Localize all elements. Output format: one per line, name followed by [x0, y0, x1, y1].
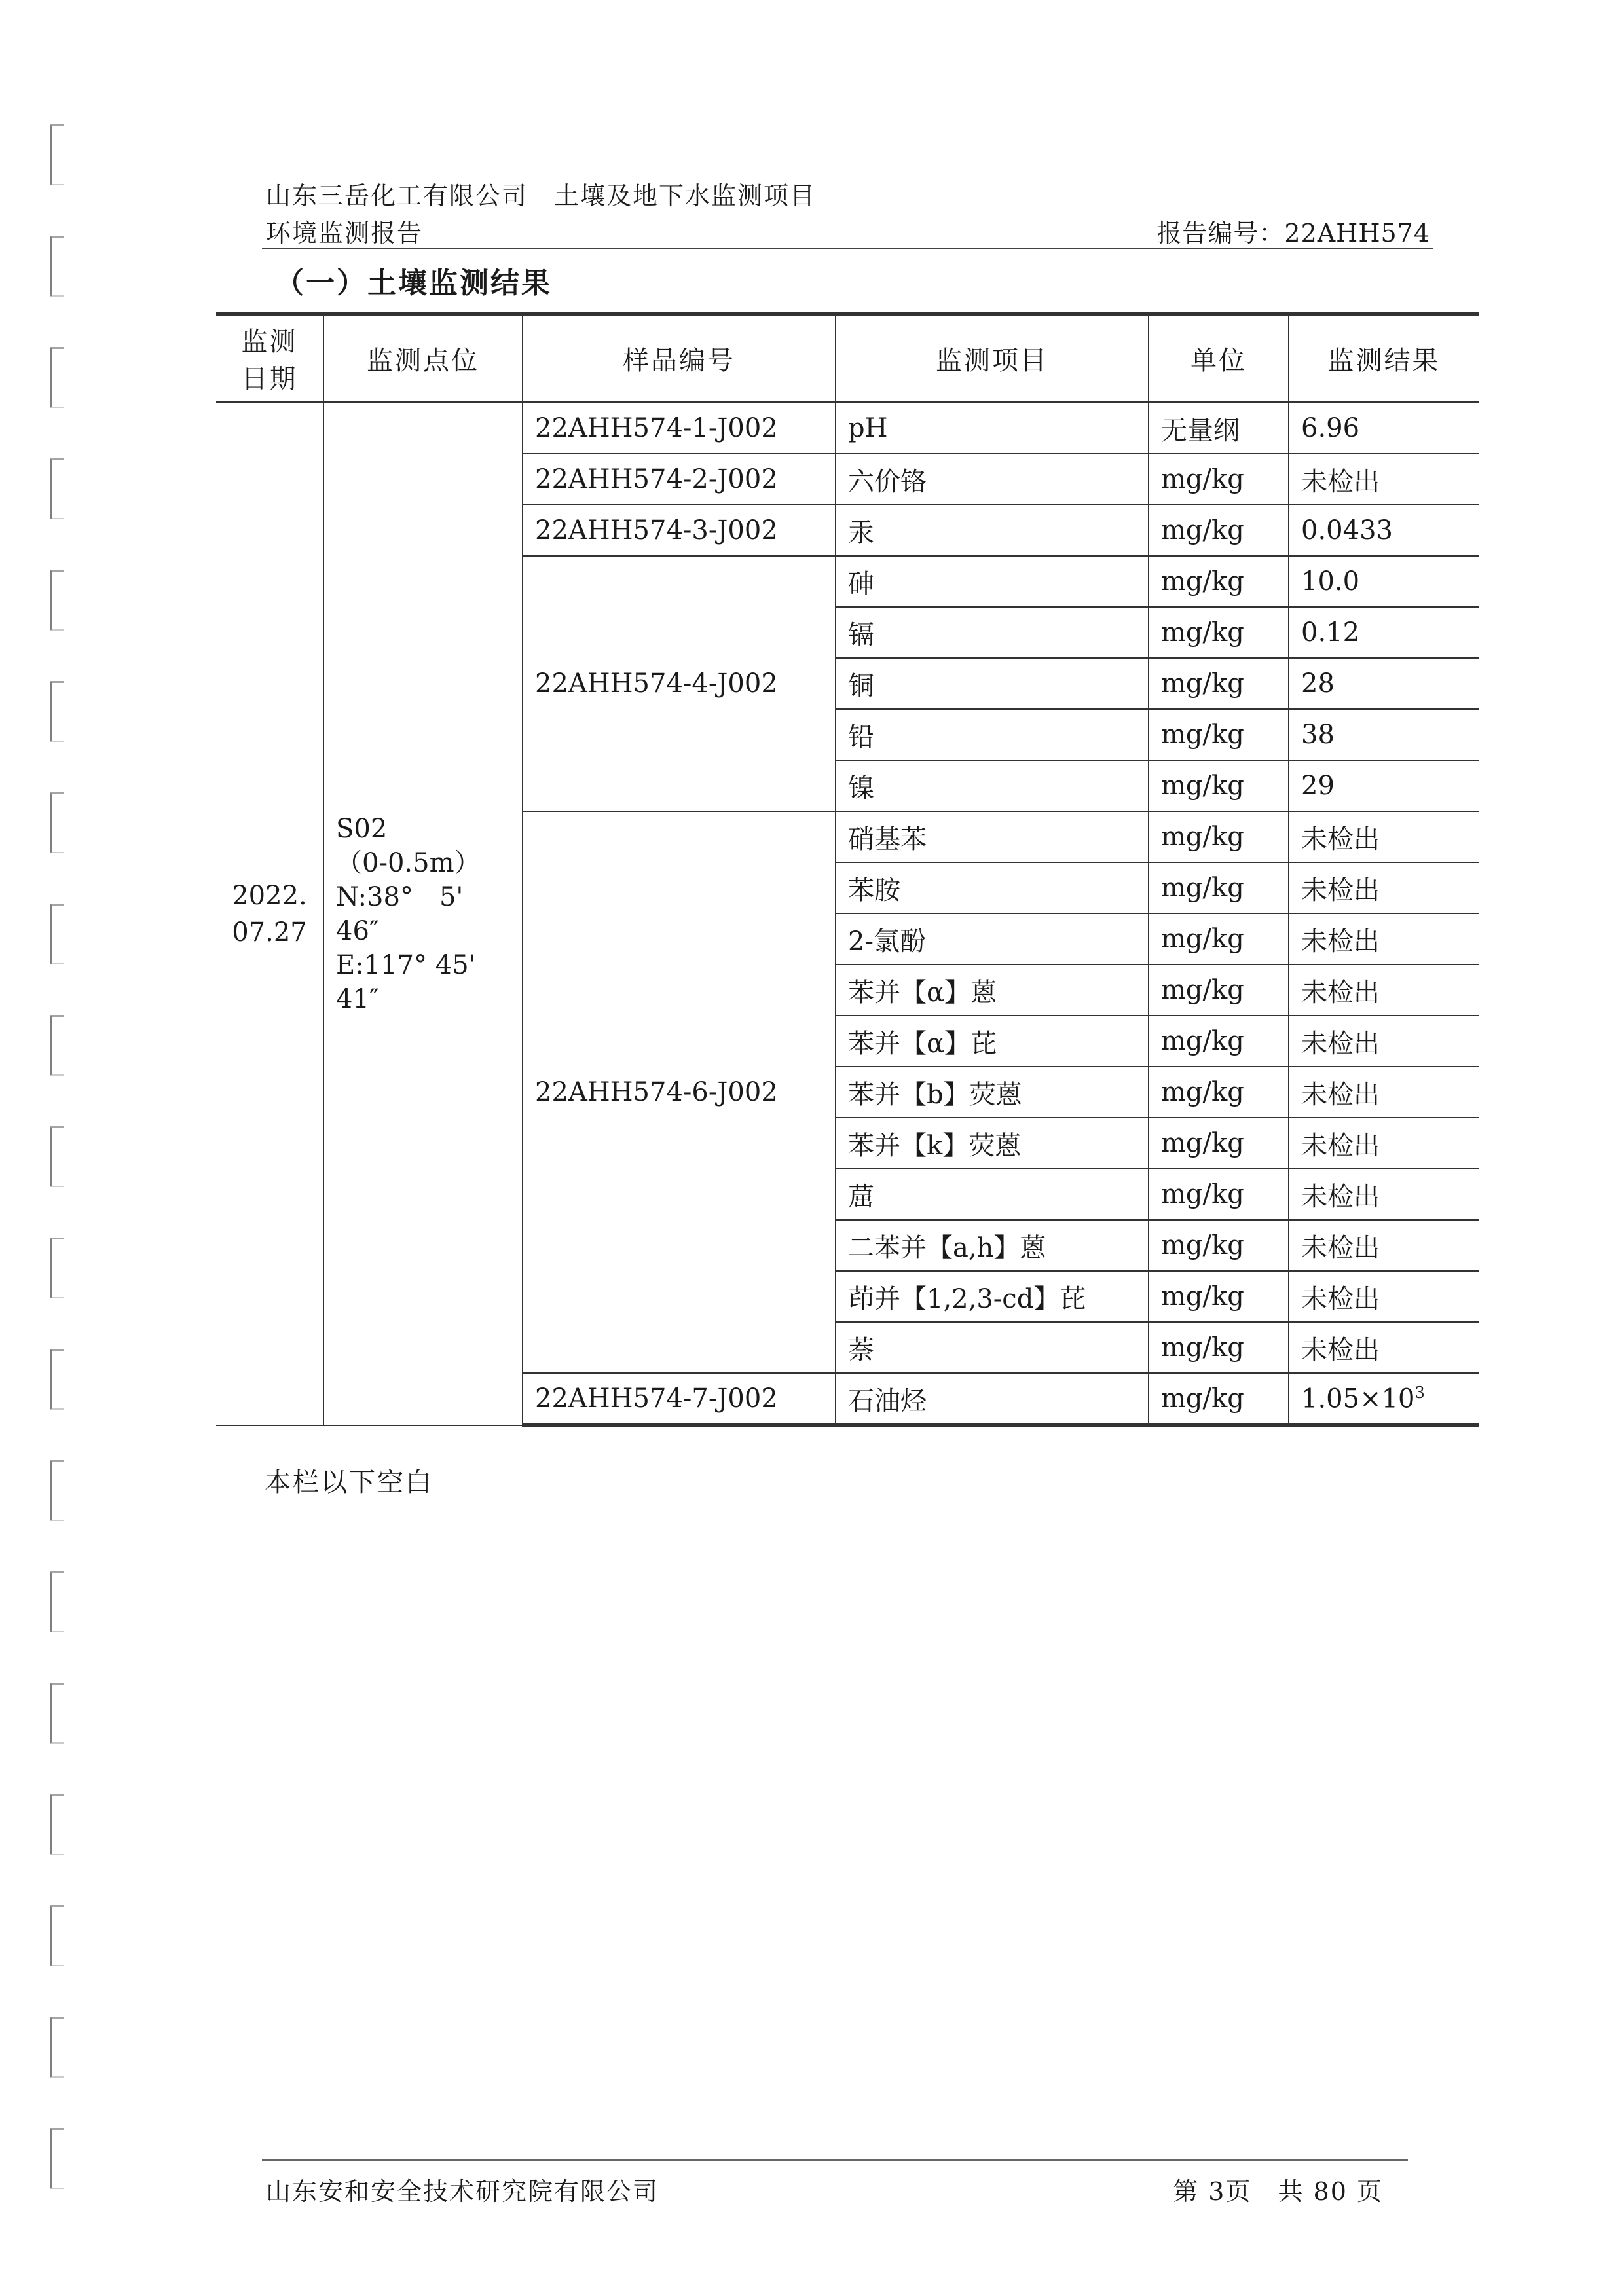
footer-divider [262, 2159, 1408, 2161]
binder-mark [50, 458, 64, 519]
item: 苯并【α】芘 [836, 1016, 1149, 1067]
page-number: 第 3页 共 80 页 [1173, 2177, 1383, 2206]
binder-mark [50, 1460, 64, 1521]
unit: mg/kg [1149, 862, 1289, 913]
date-line2: 07.27 [232, 917, 307, 947]
unit: 无量纲 [1149, 402, 1289, 454]
item: 硝基苯 [836, 811, 1149, 862]
header-doc-type: 环境监测报告 [266, 219, 424, 248]
item: 茚并【1,2,3-cd】芘 [836, 1271, 1149, 1322]
unit: mg/kg [1149, 505, 1289, 556]
item: pH [836, 402, 1149, 454]
sample-id: 22AHH574-3-J002 [523, 505, 836, 556]
binder-mark [50, 124, 64, 185]
unit: mg/kg [1149, 964, 1289, 1016]
item: 镉 [836, 607, 1149, 658]
result: 未检出 [1289, 913, 1479, 964]
unit: mg/kg [1149, 1016, 1289, 1067]
site-line: 46″ [336, 916, 379, 946]
unit: mg/kg [1149, 658, 1289, 709]
footer-organization: 山东安和安全技术研究院有限公司 [266, 2177, 659, 2206]
item: 苯并【b】荧蒽 [836, 1067, 1149, 1118]
unit: mg/kg [1149, 913, 1289, 964]
item: 二苯并【a,h】蒽 [836, 1220, 1149, 1271]
item: 萘 [836, 1322, 1149, 1373]
site-line: （0-0.5m） [336, 848, 481, 878]
result: 未检出 [1289, 1220, 1479, 1271]
binder-mark [50, 236, 64, 297]
sample-id: 22AHH574-4-J002 [523, 556, 836, 811]
result: 28 [1289, 658, 1479, 709]
result: 未检出 [1289, 811, 1479, 862]
item: 六价铬 [836, 454, 1149, 505]
result: 10.0 [1289, 556, 1479, 607]
section-title: （一）土壤监测结果 [275, 266, 552, 300]
binder-mark [50, 681, 64, 742]
item: 苯并【α】蒽 [836, 964, 1149, 1016]
result-exponent: 3 [1414, 1383, 1425, 1402]
site-line: 41″ [336, 984, 379, 1014]
result: 未检出 [1289, 454, 1479, 505]
header-unit: 单位 [1149, 314, 1289, 402]
monitoring-date [216, 402, 323, 1425]
item: 苯胺 [836, 862, 1149, 913]
binder-mark [50, 1794, 64, 1855]
binder-mark [50, 1905, 64, 1966]
date-line1: 2022. [232, 881, 307, 911]
result: 38 [1289, 709, 1479, 760]
binder-mark [50, 1349, 64, 1410]
unit: mg/kg [1149, 1220, 1289, 1271]
site-line: E:117° 45' [336, 950, 476, 980]
table-header-row [216, 314, 1479, 402]
header-site: 监测点位 [323, 314, 523, 402]
item: 汞 [836, 505, 1149, 556]
header-company-project: 山东三岳化工有限公司 土壤及地下水监测项目 [266, 181, 817, 210]
header-date [216, 314, 323, 402]
item: 2-氯酚 [836, 913, 1149, 964]
item: 铅 [836, 709, 1149, 760]
header-divider [262, 248, 1433, 249]
item: 镍 [836, 760, 1149, 811]
site-line: N:38° 5' [336, 882, 464, 912]
header-date-line1: 监测 [241, 327, 298, 357]
sample-id: 22AHH574-6-J002 [523, 811, 836, 1373]
binder-mark [50, 1126, 64, 1187]
result: 未检出 [1289, 1322, 1479, 1373]
binder-mark [50, 1683, 64, 1744]
item: 铜 [836, 658, 1149, 709]
binder-mark [50, 904, 64, 964]
unit: mg/kg [1149, 454, 1289, 505]
result: 未检出 [1289, 1016, 1479, 1067]
binder-mark [50, 2128, 64, 2189]
result: 未检出 [1289, 964, 1479, 1016]
unit: mg/kg [1149, 1118, 1289, 1169]
binder-mark [50, 1238, 64, 1298]
result: 未检出 [1289, 862, 1479, 913]
result: 未检出 [1289, 1118, 1479, 1169]
binder-mark [50, 792, 64, 853]
header-item: 监测项目 [836, 314, 1149, 402]
unit: mg/kg [1149, 1271, 1289, 1322]
sample-id: 22AHH574-2-J002 [523, 454, 836, 505]
result [1289, 1373, 1479, 1425]
site-line: S02 [336, 814, 388, 844]
header-sample: 样品编号 [523, 314, 836, 402]
binder-mark [50, 1015, 64, 1076]
result: 未检出 [1289, 1067, 1479, 1118]
unit: mg/kg [1149, 1322, 1289, 1373]
result: 未检出 [1289, 1169, 1479, 1220]
binder-mark [50, 570, 64, 631]
item: 苯并【k】荧蒽 [836, 1118, 1149, 1169]
monitoring-site [323, 402, 523, 1425]
unit: mg/kg [1149, 607, 1289, 658]
unit: mg/kg [1149, 556, 1289, 607]
sample-id: 22AHH574-7-J002 [523, 1373, 836, 1425]
blank-below-note: 本栏以下空白 [265, 1467, 434, 1497]
result: 6.96 [1289, 402, 1479, 454]
unit: mg/kg [1149, 1169, 1289, 1220]
unit: mg/kg [1149, 1067, 1289, 1118]
result: 未检出 [1289, 1271, 1479, 1322]
item: 石油烃 [836, 1373, 1149, 1425]
unit: mg/kg [1149, 760, 1289, 811]
result: 0.0433 [1289, 505, 1479, 556]
result: 29 [1289, 760, 1479, 811]
sample-id: 22AHH574-1-J002 [523, 402, 836, 454]
unit: mg/kg [1149, 811, 1289, 862]
item: 砷 [836, 556, 1149, 607]
unit: mg/kg [1149, 1373, 1289, 1425]
unit: mg/kg [1149, 709, 1289, 760]
report-number: 报告编号：22AHH574 [1156, 219, 1430, 248]
binder-mark [50, 2017, 64, 2078]
binder-mark [50, 1571, 64, 1632]
binder-mark [50, 347, 64, 408]
header-date-line2: 日期 [241, 364, 298, 394]
table-row [216, 402, 1479, 454]
item: 䓛 [836, 1169, 1149, 1220]
header-result: 监测结果 [1289, 314, 1479, 402]
result-base: 1.05×10 [1301, 1384, 1415, 1414]
soil-results-table [216, 312, 1479, 1427]
result: 0.12 [1289, 607, 1479, 658]
